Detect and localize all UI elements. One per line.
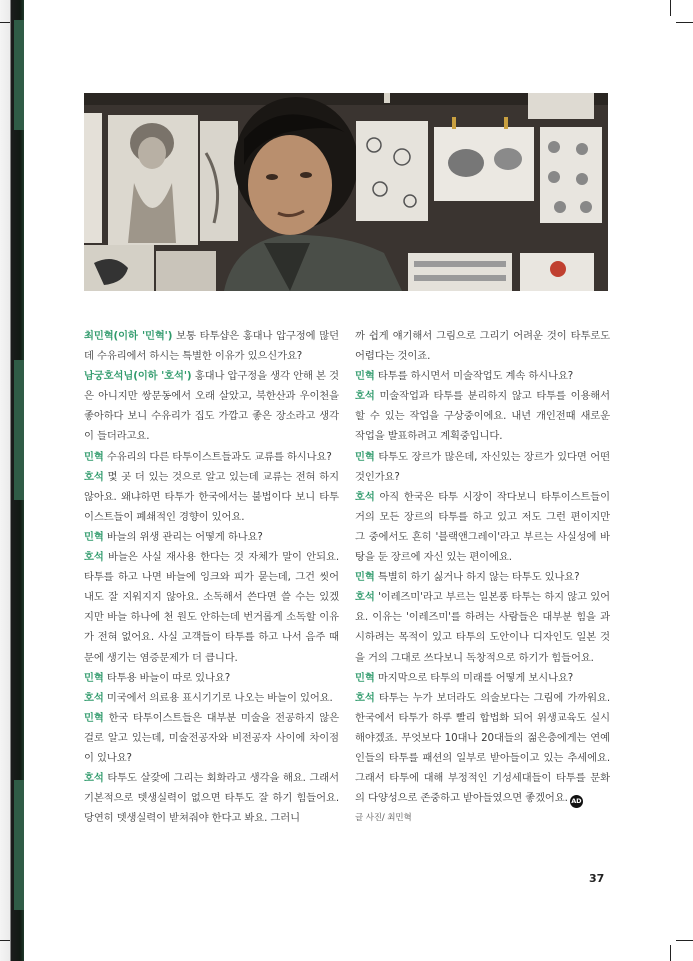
interview-paragraph	[84, 467, 339, 527]
spine-green-strip	[14, 780, 24, 910]
speaker-name: 호석	[84, 551, 104, 564]
speaker-name: 민혁	[355, 571, 375, 584]
crop-mark	[676, 22, 693, 23]
interview-paragraph	[355, 668, 610, 688]
paragraph-text: 타투도 장르가 많은데, 자신있는 장르가 있다면 어떤 것인가요?	[355, 450, 610, 483]
speaker-name: 민혁	[355, 370, 375, 383]
speaker-name: 호석	[84, 691, 104, 704]
crop-mark	[676, 940, 693, 941]
speaker-name: 호석	[355, 591, 375, 604]
paragraph-text: '이레즈미'라고 부르는 일본풍 타투는 하지 않고 있어요. 이유는 '이레즈미'를 하려는 사람들은 대부분 힘을 과시하려는 목적이 있고 타투의 도안이나 디자인도 일본 것을 거의 그대로 쓰다보니 독창적으로 하기가 힘들어요.	[355, 591, 610, 664]
paragraph-text: 아직 한국은 타투 시장이 작다보니 타투이스트들이 거의 모든 장르의 타투를 하고 있고 저도 그런 편이지만 그 중에서도 흔히 '블랙앤그레이'라고 부르는 사실성에 바탕을 둔 장르에 자신 있는 편이에요.	[355, 490, 610, 564]
speaker-name: 민혁	[84, 450, 104, 463]
photo-credit: 글 사진/ 최민혁	[355, 813, 412, 824]
page-number: 37	[589, 872, 605, 885]
speaker-name: 호석	[84, 772, 104, 785]
crop-mark	[670, 0, 671, 16]
interview-paragraph	[84, 326, 339, 366]
paragraph-text: 특별히 하기 싫거나 하지 않는 타투도 있나요?	[374, 571, 580, 584]
paragraph-text: 타투도 살갗에 그리는 회화라고 생각을 해요. 그래서 기본적으로 뎃생실력이 없으면 타투도 잘 하기 힘들어요. 당연히 뎃생실력이 받쳐줘야 한다고 봐요. 그러니	[84, 772, 339, 825]
speaker-name: 민혁	[355, 671, 375, 684]
interview-paragraph	[84, 668, 339, 688]
paragraph-text: 보통 타투샵은 홍대나 압구정에 많던데 수유리에서 하시는 특별한 이유가 있으신가요?	[84, 330, 339, 363]
interview-paragraph	[84, 768, 339, 828]
paragraph-text: 수유리의 다른 타투이스트들과도 교류를 하시나요?	[103, 450, 332, 463]
paragraph-text: 미술작업과 타투를 분리하지 않고 타투를 이용해서 할 수 있는 작업을 구상중이에요. 내년 개인전때 새로운 작업을 발표하려고 계획중입니다.	[355, 390, 610, 443]
paragraph-text: 바늘의 위생 관리는 어떻게 하나요?	[103, 530, 263, 543]
paragraph-text: 한국 타투이스트들은 대부분 미술을 전공하지 않은 걸로 알고 있는데, 미술전공자와 비전공자 사이에 차이점이 있나요?	[84, 711, 339, 764]
paragraph-text: 까 쉽게 얘기해서 그림으로 그리기 어려운 것이 타투로도 어렵다는 것이죠.	[355, 330, 610, 363]
article-left-column	[84, 326, 339, 828]
article-right-column	[355, 326, 610, 828]
crop-mark	[670, 945, 671, 961]
interview-paragraph	[84, 447, 339, 467]
interview-paragraph	[355, 688, 610, 809]
crop-mark	[0, 22, 10, 23]
speaker-name: 호석	[355, 490, 375, 503]
spine-green-strip	[14, 360, 24, 500]
interview-paragraph	[355, 326, 610, 366]
interview-paragraph	[355, 567, 610, 587]
interview-paragraph	[84, 708, 339, 768]
interview-paragraph	[84, 688, 339, 708]
paragraph-text: 미국에서 의료용 표시기기로 나오는 바늘이 있어요.	[103, 691, 333, 704]
speaker-name: 민혁	[84, 530, 104, 543]
crop-mark	[0, 940, 10, 941]
paragraph-text: 바늘은 사실 재사용 한다는 것 자체가 말이 안되요. 타투를 하고 나면 바늘에 잉크와 피가 묻는데, 그건 씻어내도 잘 지워지지 않아요. 소독해서 쓴다면 쓸 수는 있겠지만 바늘 하나에 천 원도 안하는데 번거롭게 소독할 이유가 전혀 없어요. 사실 고객들이 타투를 하고 나서 음주 때문에 생기는 염증문제가 더 큽니다.	[84, 551, 339, 664]
speaker-name: 호석	[355, 390, 375, 403]
speaker-name: 남궁호석님(이하 '호석')	[84, 370, 192, 383]
interview-paragraph	[84, 527, 339, 547]
interview-paragraph	[84, 366, 339, 446]
paragraph-text: 타투를 하시면서 미술작업도 계속 하시나요?	[374, 370, 574, 383]
interview-paragraph	[355, 447, 610, 487]
speaker-name: 호석	[355, 691, 375, 704]
interview-paragraph	[355, 366, 610, 386]
artist-portrait-photo	[84, 93, 608, 291]
paragraph-text: 타투는 누가 보더라도 의술보다는 그림에 가까워요. 한국에서 타투가 하루 빨리 합법화 되어 위생교육도 실시해야겠죠. 무엇보다 10대나 20대들의 젊은층에게는 연예인들의 타투를 패션의 일부로 받아들이고 있는 추세에요. 그래서 타투에 대해 부정적인 기성세대들이 타투를 문화의 다양성으로 존중하고 받아들였으면 좋겠어요.	[355, 691, 610, 805]
speaker-name: 호석	[84, 470, 104, 483]
paragraph-text: 타투용 바늘이 따로 있나요?	[103, 671, 231, 684]
interview-paragraph	[84, 547, 339, 668]
speaker-name: 민혁	[84, 711, 104, 724]
interview-paragraph	[355, 587, 610, 667]
speaker-name: 최민혁(이하 '민혁')	[84, 330, 173, 342]
paragraph-text: 홍대나 압구정을 생각 안해 본 것은 아니지만 쌍문동에서 오래 살았고, 북한산과 우이천을 좋아하다 보니 수유리가 집도 가깝고 좋은 장소라고 생각이 들더라고요.	[84, 370, 339, 443]
speaker-name: 민혁	[84, 671, 104, 684]
interview-paragraph	[355, 386, 610, 446]
end-mark-badge: AD	[570, 795, 583, 808]
paragraph-text: 몇 곳 더 있는 것으로 알고 있는데 교류는 전혀 하지 않아요. 왜냐하면 타투가 한국에서는 불법이다 보니 타투이스트들이 폐쇄적인 경향이 있어요.	[84, 470, 339, 523]
interview-paragraph	[355, 487, 610, 567]
speaker-name: 민혁	[355, 450, 375, 463]
spine-green-strip	[14, 20, 24, 130]
paragraph-text: 마지막으로 타투의 미래를 어떻게 보시나요?	[374, 671, 574, 684]
